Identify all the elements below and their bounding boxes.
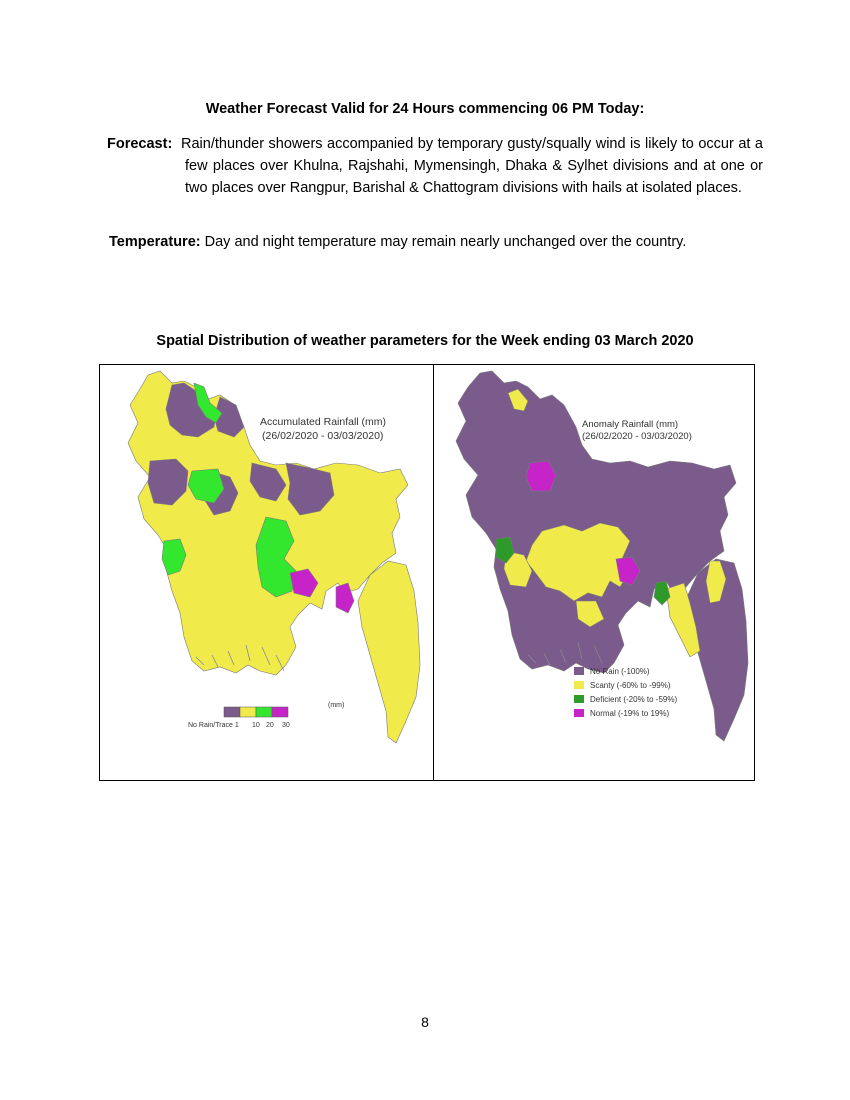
legend-swatch [272, 707, 288, 717]
map-period: (26/02/2020 - 03/03/2020) [262, 430, 384, 442]
map-unit: (mm) [328, 702, 345, 709]
map-period: (26/02/2020 - 03/03/2020) [582, 431, 692, 442]
legend-label: 20 [266, 722, 274, 729]
anomaly-rainfall-map [434, 365, 754, 780]
maps-frame [99, 364, 755, 781]
legend-swatch [574, 681, 584, 689]
legend-label: Deficient (-20% to -59%) [590, 695, 678, 704]
legend-swatch [224, 707, 240, 717]
legend-label: Scanty (-60% to -99%) [590, 681, 671, 690]
legend-swatch [574, 709, 584, 717]
legend-swatch [240, 707, 256, 717]
legend-label: No Rain (-100%) [590, 667, 650, 676]
forecast-paragraph [107, 133, 763, 199]
map-region [358, 561, 420, 743]
forecast-heading: Weather Forecast Valid for 24 Hours commencing 06 PM Today: [205, 101, 645, 117]
legend-label: 10 [252, 722, 260, 729]
legend-swatch [574, 695, 584, 703]
legend-swatch [574, 667, 584, 675]
forecast-text: Rain/thunder showers accompanied by temporary gusty/squally wind is likely to occur at a few places over Khulna, Rajshahi, Mymensingh, Dhaka & Sylhet divisions and at one or two places over Rangpur, Barishal & Chattogram divisions with hails at isolated places. [181, 136, 763, 196]
legend-label: 30 [282, 722, 290, 729]
legend-label: Normal (-19% to 19%) [590, 709, 670, 718]
temperature-paragraph [109, 231, 769, 253]
spatial-heading: Spatial Distribution of weather parameters for the Week ending 03 March 2020 [156, 333, 694, 349]
legend-swatch [256, 707, 272, 717]
accumulated-rainfall-map [100, 365, 433, 780]
map-title: Accumulated Rainfall (mm) [260, 416, 387, 428]
page-number: 8 [421, 1014, 429, 1030]
legend-label: No Rain/Trace 1 [188, 722, 239, 729]
temperature-text: Day and night temperature may remain nearly unchanged over the country. [204, 234, 687, 250]
forecast-label: Forecast: [107, 136, 173, 152]
map-title: Anomaly Rainfall (mm) [582, 419, 679, 430]
temperature-label: Temperature: [109, 234, 201, 250]
